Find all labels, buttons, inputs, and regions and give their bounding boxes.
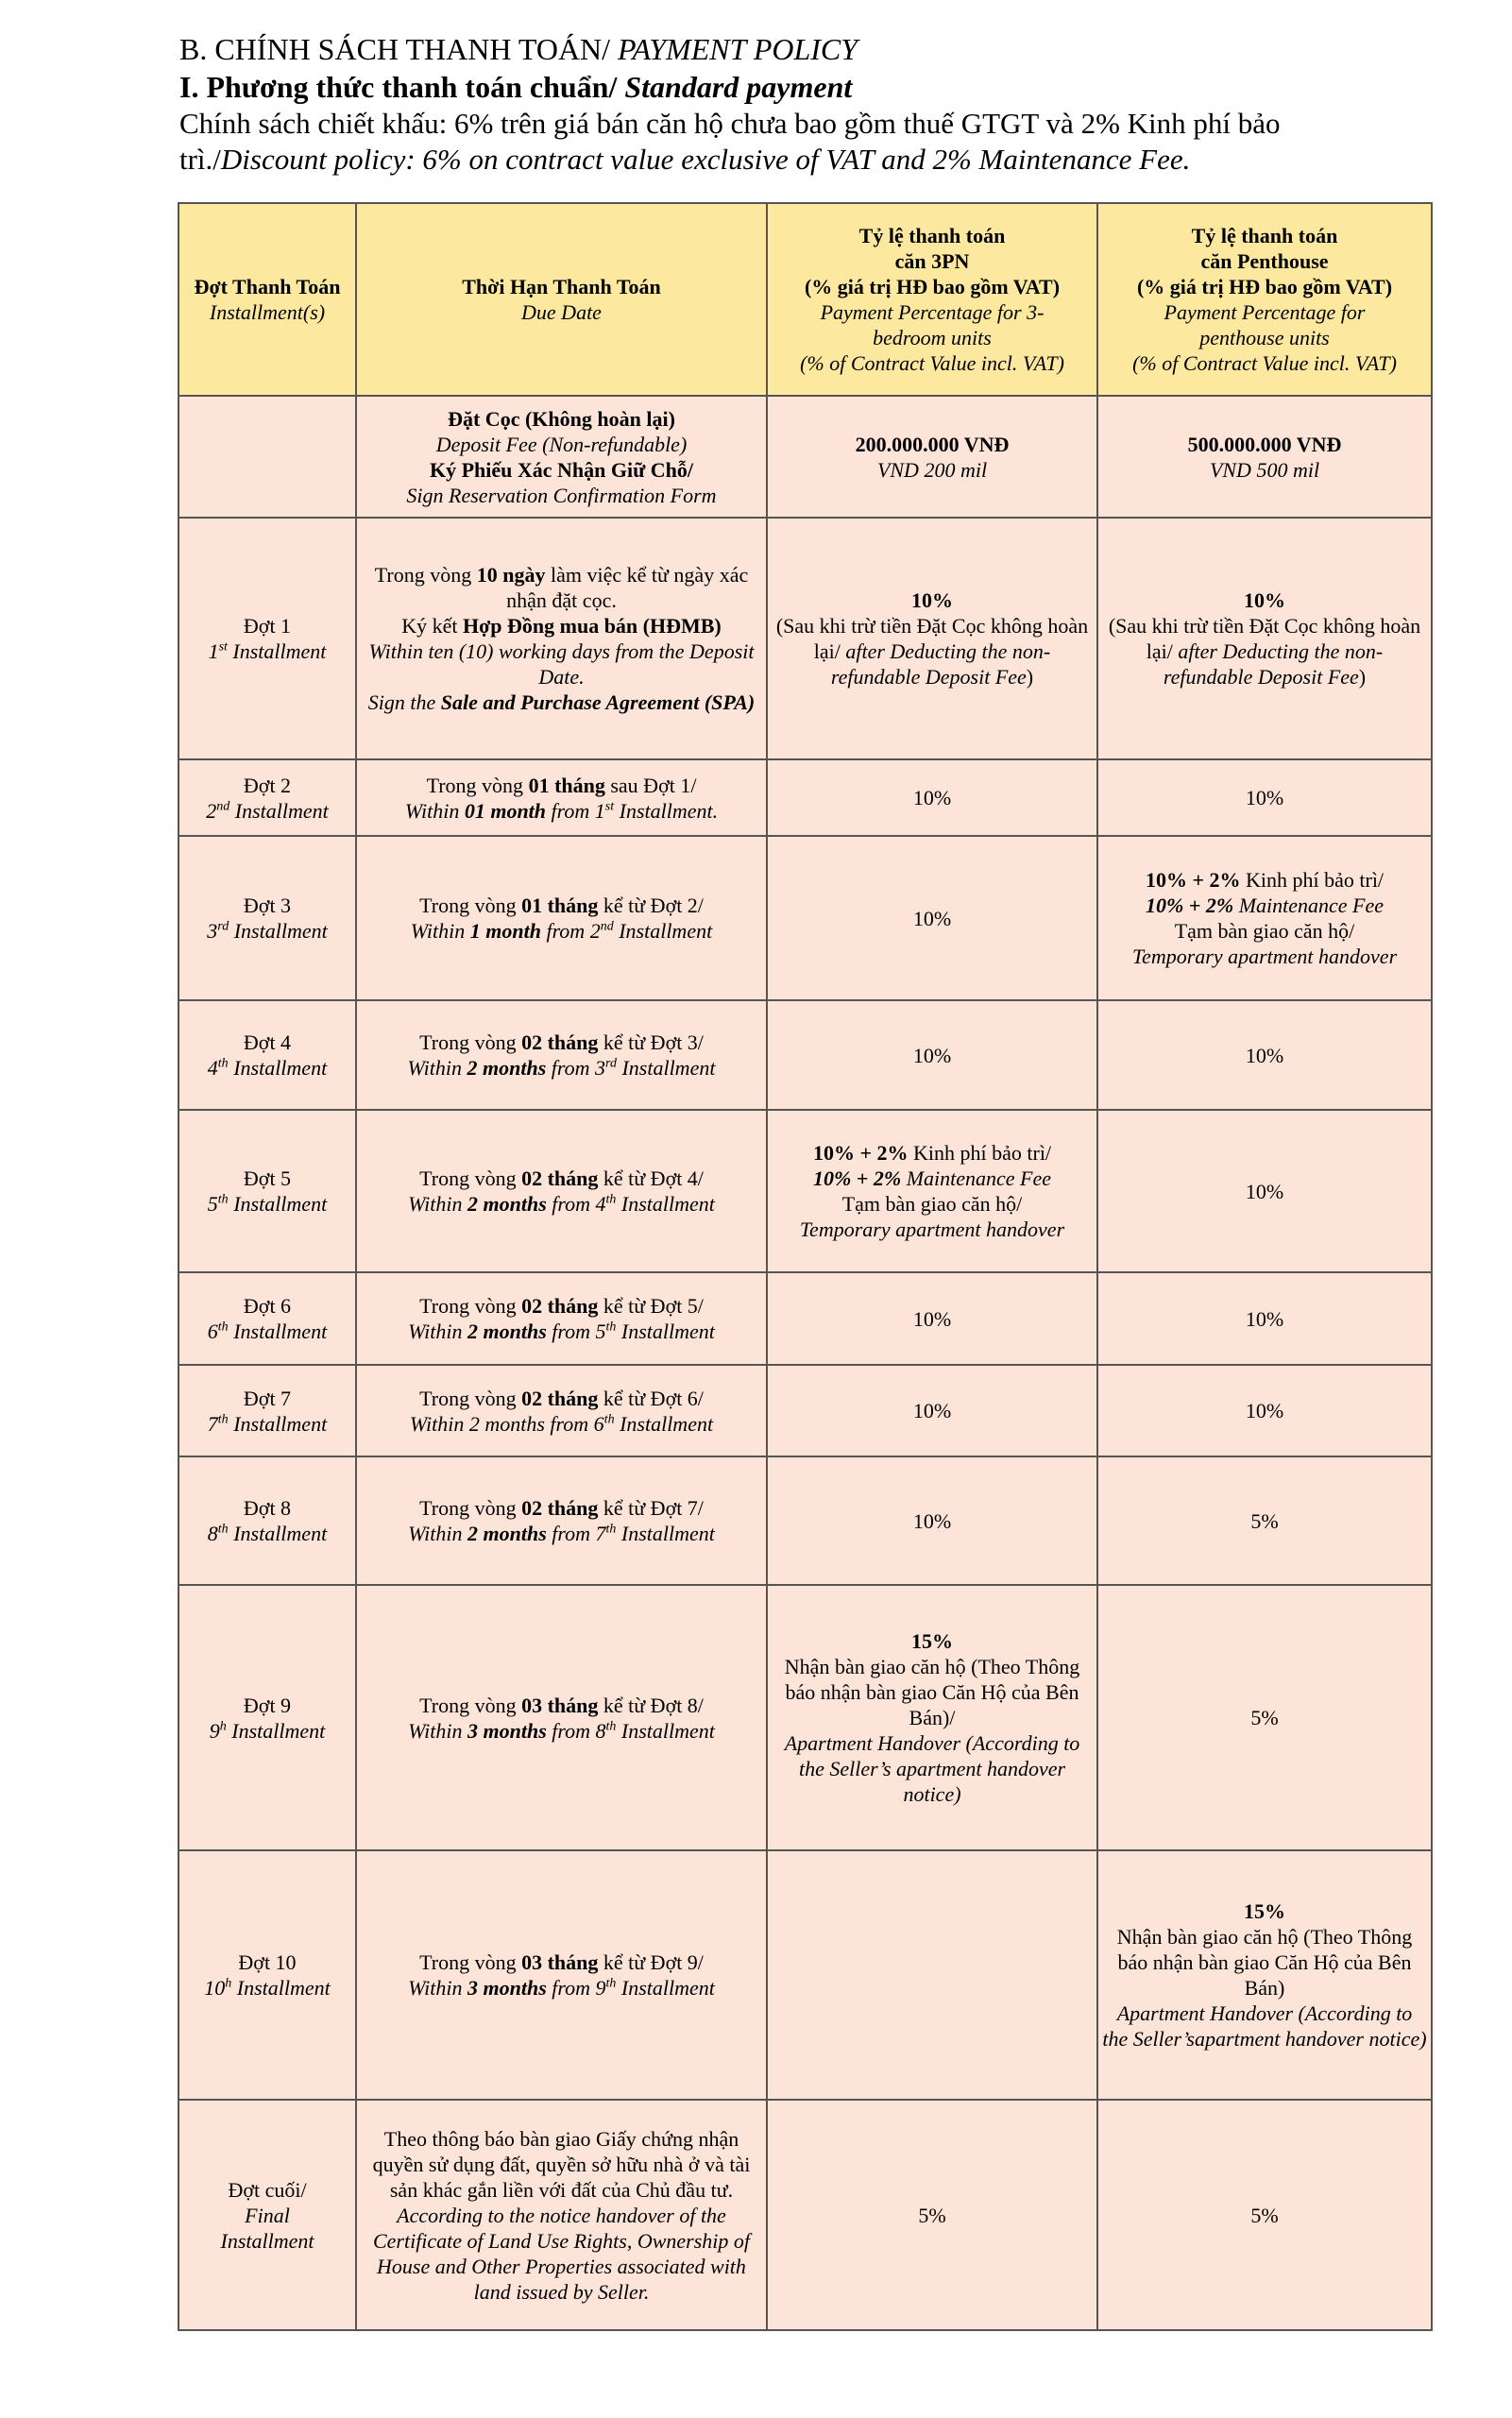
cell-3pn-9: 15% Nhận bàn giao căn hộ (Theo Thông báo nhận bàn giao Căn Hộ của Bên Bán)/ Apartment Handover (According to the Seller’s apartment handover notice): [767, 1585, 1097, 1850]
payment-table: [178, 202, 1433, 2331]
cell-3pn-6: 10%: [767, 1272, 1097, 1365]
cell-penthouse-final: 5%: [1097, 2100, 1432, 2330]
cell-installment-10: Đợt 10 10$^h$ Installment: [178, 1850, 356, 2100]
cell-3pn-5: 10% + 2% Kinh phí bảo trì/ 10% + 2% Maintenance Fee Tạm bàn giao căn hộ/ Temporary apartment handover: [767, 1110, 1097, 1272]
cell-penthouse-3: 10% + 2% Kinh phí bảo trì/ 10% + 2% Maintenance Fee Tạm bàn giao căn hộ/ Temporary apartment handover: [1097, 836, 1432, 1000]
cell-installment-1: Đợt 1 1st Installment: [178, 518, 356, 759]
cell-due-8: Trong vòng 02 tháng kể từ Đợt 7/ Within 2 months from 7th Installment: [356, 1456, 767, 1585]
table-header-row: [178, 203, 1432, 396]
cell-penthouse-7: 10%: [1097, 1365, 1432, 1456]
cell-penthouse-10: 15% Nhận bàn giao căn hộ (Theo Thông báo nhận bàn giao Căn Hộ của Bên Bán) Apartment Handover (According to the Seller’sapartment handover notice): [1097, 1850, 1432, 2100]
table-row-installment-9: [178, 1585, 1432, 1850]
policy-heading: [179, 30, 1341, 178]
cell-penthouse-2: 10%: [1097, 759, 1432, 836]
cell-due-3: Trong vòng 01 tháng kể từ Đợt 2/ Within 1 month from 2nd Installment: [356, 836, 767, 1000]
cell-due-final: Theo thông báo bàn giao Giấy chứng nhận quyền sử dụng đất, quyền sở hữu nhà ở và tài sản khác gắn liền với đất của Chủ đầu tư. According to the notice handover of the Certificate of Land Use Rights, Ownership of House and Other Properties associated with land issued by Seller.: [356, 2100, 767, 2330]
cell-3pn-3: 10%: [767, 836, 1097, 1000]
cell-3pn-deposit: 200.000.000 VNĐ VND 200 mil: [767, 396, 1097, 518]
cell-due-1: Trong vòng 10 ngày làm việc kể từ ngày xác nhận đặt cọc. Ký kết Hợp Đồng mua bán (HĐMB) Within ten (10) working days from the Deposit Date. Sign the Sale and Purchase Agreement (SPA): [356, 518, 767, 759]
discount-policy: Chính sách chiết khấu: 6% trên giá bán căn hộ chưa bao gồm thuế GTGT và 2% Kinh phí bảo trì./Discount policy: 6% on contract value exclusive of VAT and 2% Maintenance Fee.: [179, 107, 1281, 176]
cell-installment-9: Đợt 9 9$^h$ Installment: [178, 1585, 356, 1850]
table-row-installment-8: [178, 1456, 1432, 1585]
cell-penthouse-4: 10%: [1097, 1000, 1432, 1110]
cell-3pn-8: 10%: [767, 1456, 1097, 1585]
cell-penthouse-6: 10%: [1097, 1272, 1432, 1365]
cell-3pn-1: 10% (Sau khi trừ tiền Đặt Cọc không hoàn lại/ after Deducting the non-refundable Deposit Fee): [767, 518, 1097, 759]
cell-due-4: Trong vòng 02 tháng kể từ Đợt 3/ Within 2 months from 3rd Installment: [356, 1000, 767, 1110]
cell-installment-5: Đợt 5 5th Installment: [178, 1110, 356, 1272]
cell-due-10: Trong vòng 03 tháng kể từ Đợt 9/ Within 3 months from 9th Installment: [356, 1850, 767, 2100]
table-row-installment-6: [178, 1272, 1432, 1365]
subsection-title: I. Phương thức thanh toán chuẩn/ Standard payment: [179, 70, 853, 104]
cell-installment-2: Đợt 2 2nd Installment: [178, 759, 356, 836]
table-row-installment-4: [178, 1000, 1432, 1110]
cell-penthouse-8: 5%: [1097, 1456, 1432, 1585]
header-installment: Đợt Thanh Toán Installment(s): [178, 203, 356, 396]
cell-3pn-final: 5%: [767, 2100, 1097, 2330]
cell-installment-final: Đợt cuối/ Final Installment: [178, 2100, 356, 2330]
cell-penthouse-deposit: 500.000.000 VNĐ VND 500 mil: [1097, 396, 1432, 518]
cell-due-9: Trong vòng 03 tháng kể từ Đợt 8/ Within 3 months from 8th Installment: [356, 1585, 767, 1850]
cell-3pn-10: [767, 1850, 1097, 2100]
table-row-installment-2: [178, 759, 1432, 836]
cell-installment-6: Đợt 6 6th Installment: [178, 1272, 356, 1365]
cell-installment-8: Đợt 8 8th Installment: [178, 1456, 356, 1585]
table-row-deposit: [178, 396, 1432, 518]
table-row-installment-1: [178, 518, 1432, 759]
cell-due-5: Trong vòng 02 tháng kể từ Đợt 4/ Within 2 months from 4th Installment: [356, 1110, 767, 1272]
cell-installment-7: Đợt 7 7th Installment: [178, 1365, 356, 1456]
table-row-final-installment: [178, 2100, 1432, 2330]
cell-3pn-2: 10%: [767, 759, 1097, 836]
table-row-installment-7: [178, 1365, 1432, 1456]
cell-installment-deposit: [178, 396, 356, 518]
cell-due-6: Trong vòng 02 tháng kể từ Đợt 5/ Within 2 months from 5th Installment: [356, 1272, 767, 1365]
cell-penthouse-9: 5%: [1097, 1585, 1432, 1850]
cell-penthouse-1: 10% (Sau khi trừ tiền Đặt Cọc không hoàn lại/ after Deducting the non-refundable Deposit Fee): [1097, 518, 1432, 759]
header-penthouse-percentage: Tỷ lệ thanh toán căn Penthouse (% giá trị HĐ bao gồm VAT) Payment Percentage for penthouse units (% of Contract Value incl. VAT): [1097, 203, 1432, 396]
cell-due-7: Trong vòng 02 tháng kể từ Đợt 6/ Within 2 months from 6th Installment: [356, 1365, 767, 1456]
table-row-installment-10: [178, 1850, 1432, 2100]
table-row-installment-3: [178, 836, 1432, 1000]
cell-due-2: Trong vòng 01 tháng sau Đợt 1/ Within 01 month from 1st Installment.: [356, 759, 767, 836]
header-due-date: Thời Hạn Thanh Toán Due Date: [356, 203, 767, 396]
header-3pn-percentage: Tỷ lệ thanh toán căn 3PN (% giá trị HĐ bao gồm VAT) Payment Percentage for 3- bedroom units (% of Contract Value incl. VAT): [767, 203, 1097, 396]
cell-installment-3: Đợt 3 3rd Installment: [178, 836, 356, 1000]
table-row-installment-5: [178, 1110, 1432, 1272]
section-title: B. CHÍNH SÁCH THANH TOÁN/ PAYMENT POLICY: [179, 32, 858, 66]
cell-penthouse-5: 10%: [1097, 1110, 1432, 1272]
cell-3pn-7: 10%: [767, 1365, 1097, 1456]
cell-3pn-4: 10%: [767, 1000, 1097, 1110]
cell-due-deposit: Đặt Cọc (Không hoàn lại) Deposit Fee (Non-refundable) Ký Phiếu Xác Nhận Giữ Chỗ/ Sign Reservation Confirmation Form: [356, 396, 767, 518]
cell-installment-4: Đợt 4 4th Installment: [178, 1000, 356, 1110]
